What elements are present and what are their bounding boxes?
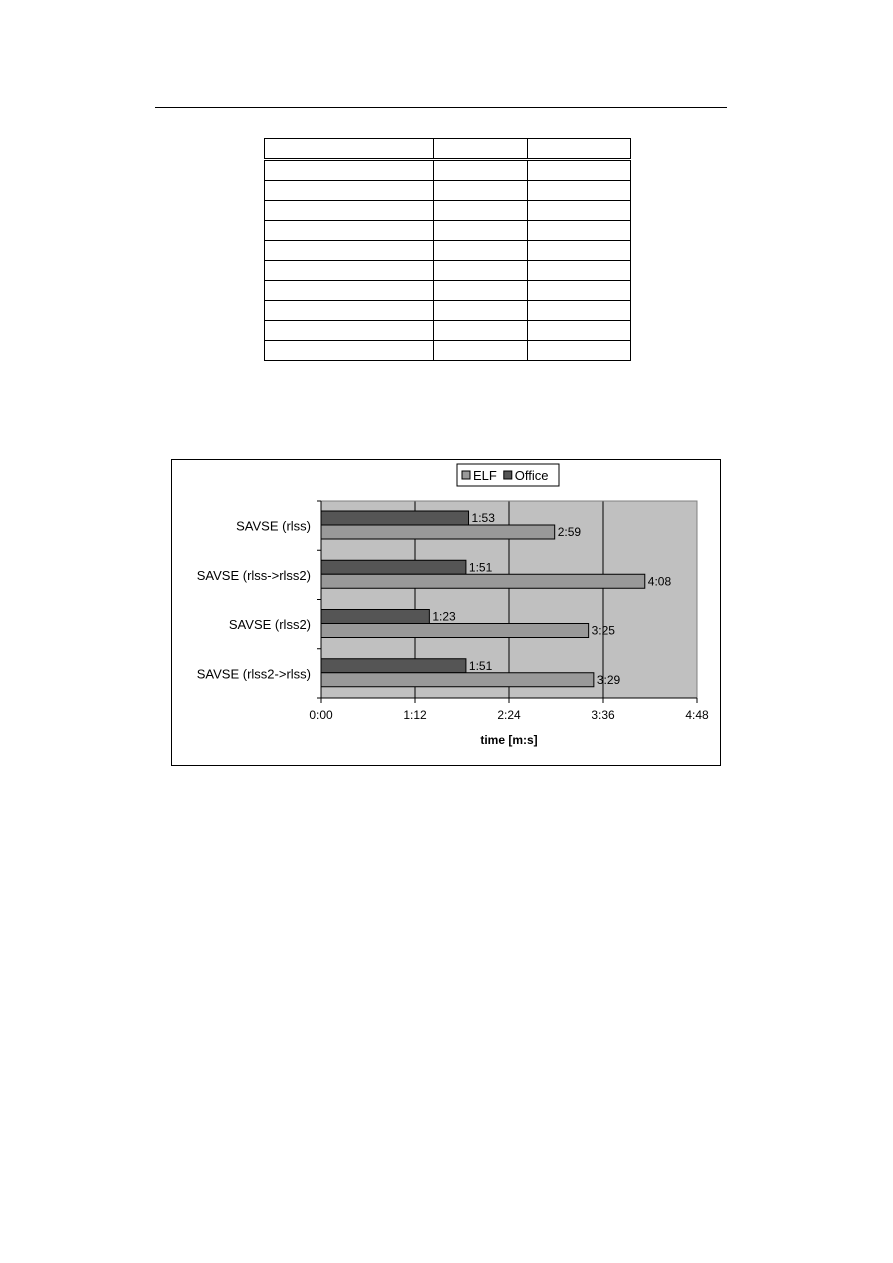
table-cell xyxy=(434,201,528,221)
table-cell xyxy=(528,241,631,261)
table-cell xyxy=(434,321,528,341)
bar-office xyxy=(321,659,466,673)
category-label: SAVSE (rlss2->rlss) xyxy=(196,666,311,682)
bar-office xyxy=(321,560,466,574)
legend-label: ELF xyxy=(473,468,497,483)
category-label: SAVSE (rlss->rlss2) xyxy=(196,567,311,583)
table-cell xyxy=(528,261,631,281)
table-row xyxy=(265,241,631,261)
table-cell xyxy=(265,281,434,301)
bar-chart xyxy=(172,460,720,765)
chart-frame xyxy=(171,459,721,766)
data-label: 3:29 xyxy=(596,672,621,687)
table-row xyxy=(265,301,631,321)
table-cell xyxy=(528,221,631,241)
x-tick-label: 1:12 xyxy=(403,708,427,722)
x-tick-label: 2:24 xyxy=(497,708,521,722)
legend-label: Office xyxy=(514,468,549,483)
bar-elf xyxy=(321,525,555,539)
table-row xyxy=(265,139,631,160)
table-cell xyxy=(528,181,631,201)
table-cell xyxy=(434,221,528,241)
table-row xyxy=(265,261,631,281)
table-row xyxy=(265,221,631,241)
table-row xyxy=(265,321,631,341)
table-row xyxy=(265,281,631,301)
bar-elf xyxy=(321,624,589,638)
table-cell xyxy=(265,301,434,321)
data-label: 4:08 xyxy=(647,574,672,589)
category-label: SAVSE (rlss2) xyxy=(228,617,311,633)
table-cell xyxy=(528,201,631,221)
table-cell xyxy=(265,160,434,181)
legend-swatch-elf xyxy=(462,471,470,479)
data-label: 1:53 xyxy=(471,511,495,525)
table-cell xyxy=(434,281,528,301)
table-cell xyxy=(434,341,528,361)
table-cell xyxy=(528,341,631,361)
data-label: 2:59 xyxy=(557,525,582,539)
table-cell xyxy=(434,160,528,181)
table-row xyxy=(265,201,631,221)
table-cell xyxy=(265,181,434,201)
legend-swatch-office xyxy=(504,471,512,479)
x-axis-title: time [m:s] xyxy=(480,733,538,747)
table-cell xyxy=(265,221,434,241)
table-cell xyxy=(434,181,528,201)
table-cell xyxy=(528,160,631,181)
table-cell xyxy=(434,139,528,160)
bar-elf xyxy=(321,574,645,588)
x-tick-label: 3:36 xyxy=(591,708,615,722)
table-cell xyxy=(434,261,528,281)
table-cell xyxy=(528,281,631,301)
table-cell xyxy=(265,321,434,341)
data-label: 1:51 xyxy=(468,560,493,575)
data-label: 3:25 xyxy=(591,623,615,638)
table-cell xyxy=(265,261,434,281)
bar-office xyxy=(321,511,469,525)
bar-office xyxy=(321,610,429,624)
table-cell xyxy=(265,139,434,160)
table-row xyxy=(265,160,631,181)
page-header-rule xyxy=(155,107,727,108)
table-cell xyxy=(265,241,434,261)
empty-table xyxy=(264,138,631,361)
table-cell xyxy=(528,139,631,160)
table-cell xyxy=(528,301,631,321)
table-cell xyxy=(265,341,434,361)
x-tick-label: 0:00 xyxy=(309,708,333,722)
category-label: SAVSE (rlss) xyxy=(236,518,311,534)
data-label: 1:51 xyxy=(468,658,493,673)
table-cell xyxy=(434,301,528,321)
table-row xyxy=(265,181,631,201)
table-cell xyxy=(528,321,631,341)
data-label: 1:23 xyxy=(432,609,456,624)
bar-elf xyxy=(321,673,594,687)
x-tick-label: 4:48 xyxy=(685,708,709,722)
table-cell xyxy=(434,241,528,261)
table-cell xyxy=(265,201,434,221)
table-row xyxy=(265,341,631,361)
